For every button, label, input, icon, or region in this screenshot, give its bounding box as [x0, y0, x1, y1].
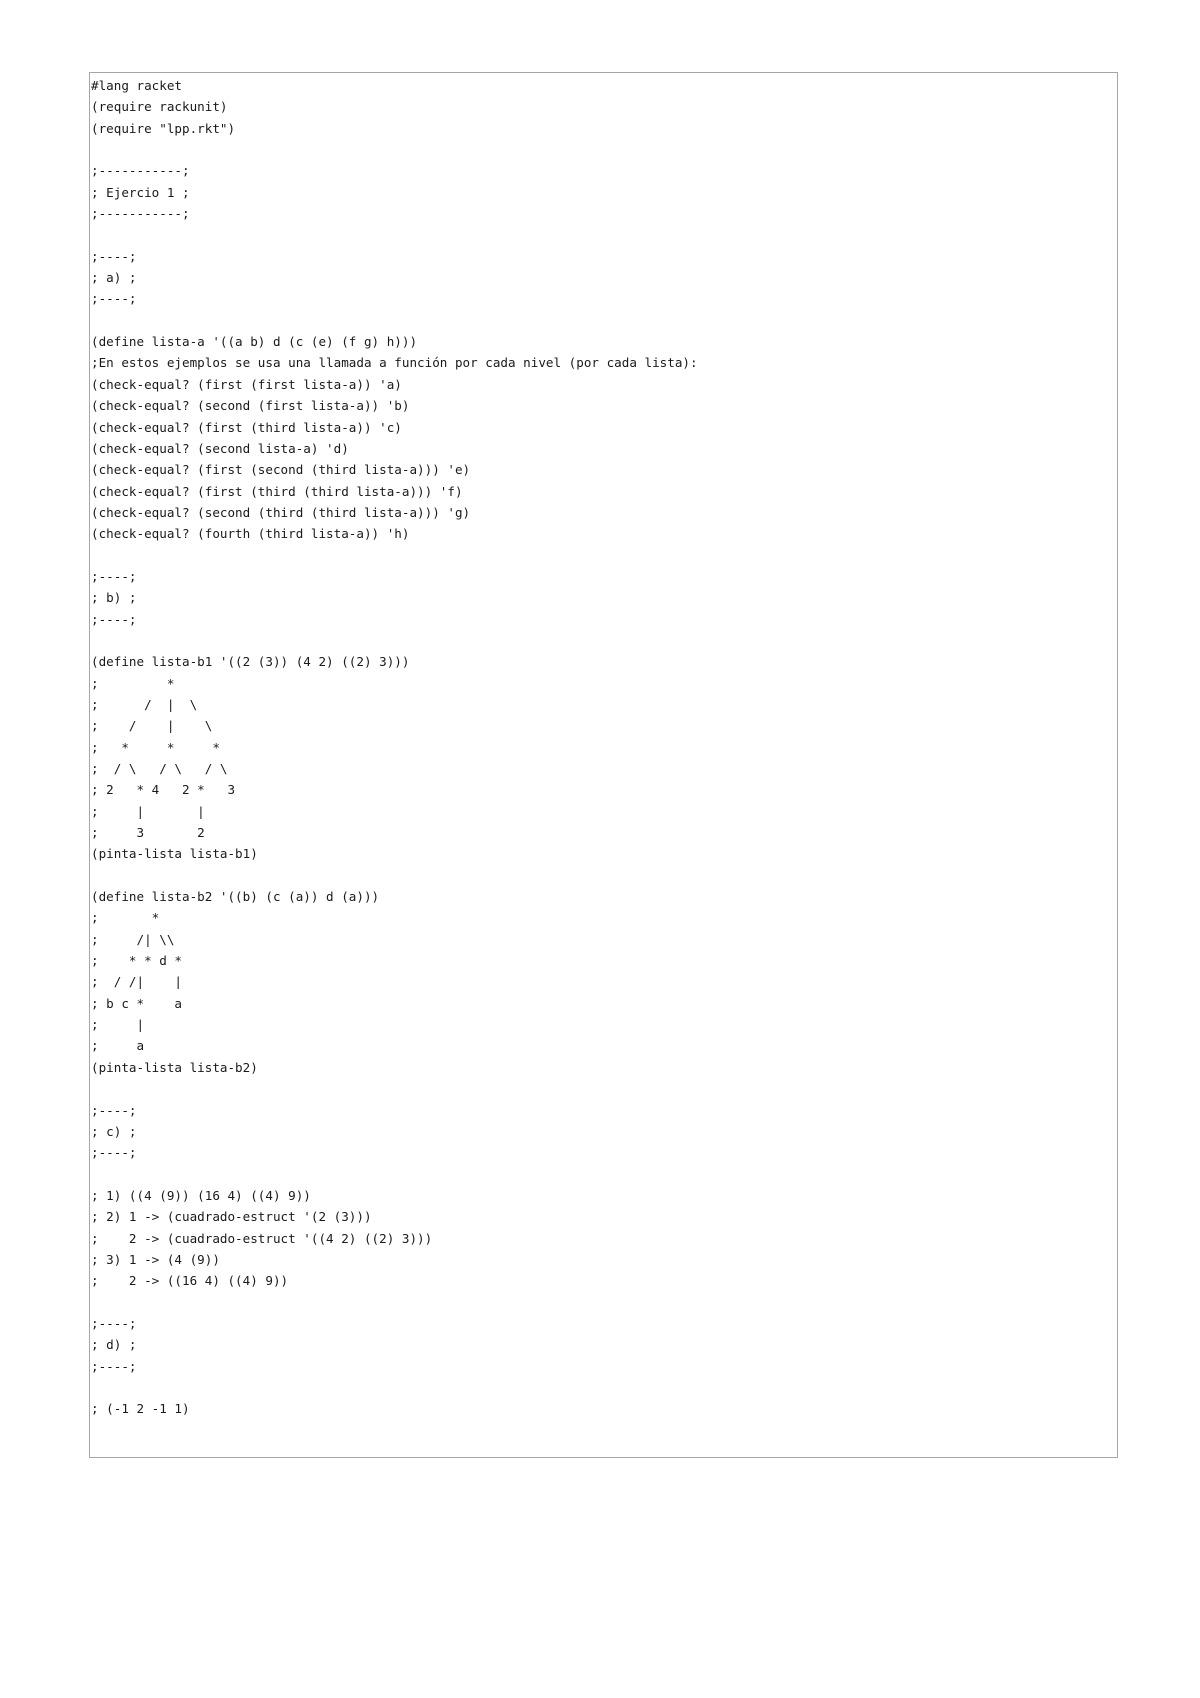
code-listing-box [89, 72, 1118, 1458]
code-line [91, 545, 698, 566]
code-line: (require "lpp.rkt") [91, 120, 236, 136]
code-line [91, 139, 698, 160]
code-line: ; b) ; [91, 590, 137, 606]
code-line: (check-equal? (second (third (third lista-a))) 'g) [91, 504, 471, 520]
code-line: (pinta-lista lista-b1) [91, 846, 258, 862]
code-line: (check-equal? (first (third (third lista-a))) 'f) [91, 483, 463, 499]
code-line: (check-equal? (first (second (third lista-a))) 'e) [91, 462, 471, 478]
code-line: ; * [91, 910, 160, 926]
code-line: ;----; [91, 1102, 137, 1118]
code-line: ;----; [91, 1358, 137, 1374]
code-line: (check-equal? (first (third lista-a)) 'c) [91, 419, 402, 435]
code-line: ; * * * [91, 739, 220, 755]
code-line: (define lista-b1 '((2 (3)) (4 2) ((2) 3))) [91, 654, 410, 670]
code-lines [91, 75, 698, 1420]
code-line: ; 2 * 4 2 * 3 [91, 782, 236, 798]
code-line: (require rackunit) [91, 99, 228, 115]
code-line: (check-equal? (first (first lista-a)) 'a) [91, 376, 402, 392]
code-line: (pinta-lista lista-b2) [91, 1059, 258, 1075]
code-line [91, 1164, 698, 1185]
code-line: ; | [91, 1017, 145, 1033]
code-line: ;----; [91, 568, 137, 584]
code-line: #lang racket [91, 78, 182, 93]
code-line: ; a) ; [91, 270, 137, 286]
code-line: ; 1) ((4 (9)) (16 4) ((4) 9)) [91, 1187, 311, 1203]
code-line: ;----; [91, 248, 137, 264]
code-line: ; Ejercio 1 ; [91, 184, 190, 200]
code-line: ; 3 2 [91, 825, 205, 841]
code-line: ; / \ / \ / \ [91, 761, 228, 776]
code-line: ; * * d * [91, 953, 182, 969]
code-line: (check-equal? (fourth (third lista-a)) 'h) [91, 526, 410, 542]
code-line: ; * [91, 675, 175, 691]
code-line: ; b c * a [91, 995, 182, 1011]
code-line: ;----; [91, 291, 137, 307]
code-line [91, 1292, 698, 1313]
code-line [91, 224, 698, 245]
code-line: ; 2 -> (cuadrado-estruct '((4 2) ((2) 3))) [91, 1230, 433, 1246]
code-line: ;----; [91, 1315, 137, 1331]
code-line [91, 1078, 698, 1099]
code-line: ; d) ; [91, 1337, 137, 1353]
code-line: ; /| \\ [91, 931, 175, 947]
code-line: ; / /| | [91, 974, 182, 990]
code-line [91, 310, 698, 331]
code-line: ; 2 -> ((16 4) ((4) 9)) [91, 1273, 289, 1289]
code-line: ;----; [91, 1145, 137, 1161]
code-line: ; 3) 1 -> (4 (9)) [91, 1251, 220, 1267]
code-line: ; (-1 2 -1 1) [91, 1401, 190, 1417]
code-line: ;En estos ejemplos se usa una llamada a función por cada nivel (por cada lista): [91, 355, 698, 371]
code-line: ;-----------; [91, 163, 190, 179]
code-line [91, 1377, 698, 1398]
code-line: ; a [91, 1038, 145, 1054]
code-line [91, 630, 698, 651]
code-line: ; / | \ [91, 696, 198, 712]
code-line: ; c) ; [91, 1123, 137, 1139]
code-line: (define lista-a '((a b) d (c (e) (f g) h))) [91, 334, 418, 350]
code-line: (check-equal? (second (first lista-a)) 'b) [91, 398, 410, 414]
code-line [91, 865, 698, 886]
code-line: (check-equal? (second lista-a) 'd) [91, 440, 349, 456]
code-line: (define lista-b2 '((b) (c (a)) d (a))) [91, 889, 380, 905]
code-line: ; | | [91, 803, 205, 819]
code-line: ;----; [91, 611, 137, 627]
code-line: ;-----------; [91, 206, 190, 222]
code-line: ; 2) 1 -> (cuadrado-estruct '(2 (3))) [91, 1209, 372, 1225]
code-line: ; / | \ [91, 718, 213, 734]
